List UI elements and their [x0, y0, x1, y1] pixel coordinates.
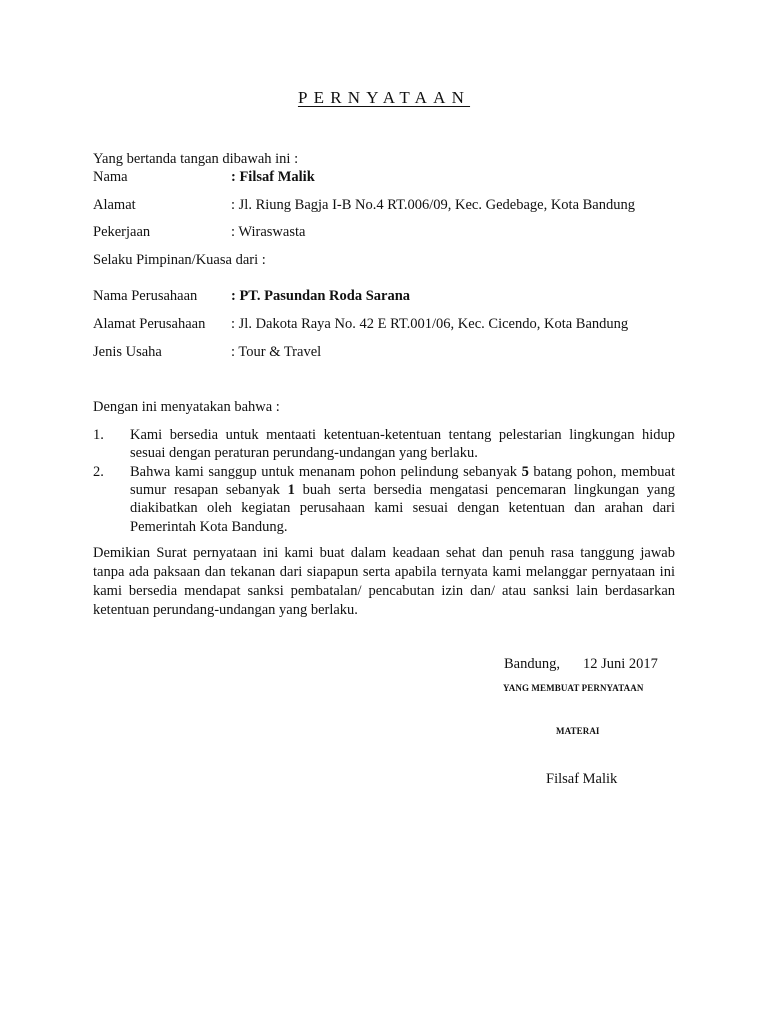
list-number: 1.	[93, 427, 104, 443]
document-title: PERNYATAAN	[297, 88, 471, 107]
field-label: Pekerjaan	[93, 224, 151, 240]
field-value: : Jl. Dakota Raya No. 42 E RT.001/06, Kec. Cicendo, Kota Bandung	[231, 316, 629, 332]
list-text: Kami bersedia untuk mentaati ketentuan-ketentuan tentang pelestarian lingkungan hidup sesuai dengan peraturan perundang-undangan yang berlaku.	[130, 427, 675, 462]
closing-paragraph: Demikian Surat pernyataan ini kami buat dalam keadaan sehat dan penuh rasa tanggung jawab tanpa ada paksaan dan tekanan dari siapapun serta apabila ternyata kami melanggar pernyataan ini kami bersedia mendapat sanksi pembatalan/ pencabutan izin dan/ atau sanksi lain berdasarkan ketentuan perundang-undangan yang berlaku.	[93, 545, 675, 618]
signer-role: YANG MEMBUAT PERNYATAAN	[503, 683, 644, 693]
list-number: 2.	[93, 464, 104, 480]
field-value: : Tour & Travel	[231, 344, 322, 360]
field-value: : Jl. Riung Bagja I-B No.4 RT.006/09, Kec. Gedebage, Kota Bandung	[231, 197, 635, 213]
signer-name: Filsaf Malik	[546, 771, 618, 787]
field-label: Jenis Usaha	[93, 344, 162, 360]
stamp-placeholder: MATERAI	[556, 726, 600, 736]
intro-text: Yang bertanda tangan dibawah ini :	[93, 151, 299, 167]
capacity-text: Selaku Pimpinan/Kuasa dari :	[93, 252, 266, 268]
statement-intro: Dengan ini menyatakan bahwa :	[93, 399, 280, 415]
field-label: Nama	[93, 169, 128, 185]
field-value: : Filsaf Malik	[231, 169, 315, 185]
list-text: Bahwa kami sanggup untuk menanam pohon pelindung sebanyak 5 batang pohon, membuat sumur resapan sebanyak 1 buah serta bersedia mengatasi pencemaran lingkungan yang diakibatkan oleh kegiatan perusahaan kami sesuai dengan ketentuan dan arahan dari Pemerintah Kota Bandung.	[130, 464, 675, 535]
tree-count: 5	[521, 464, 529, 480]
field-label: Alamat Perusahaan	[93, 316, 206, 332]
field-value: : PT. Pasundan Roda Sarana	[231, 288, 411, 304]
signature-place: Bandung,	[504, 656, 560, 672]
field-label: Alamat	[93, 197, 136, 213]
field-value: : Wiraswasta	[231, 224, 306, 240]
well-count: 1	[287, 482, 295, 499]
field-label: Nama Perusahaan	[93, 288, 198, 304]
signature-date: 12 Juni 2017	[583, 656, 658, 672]
